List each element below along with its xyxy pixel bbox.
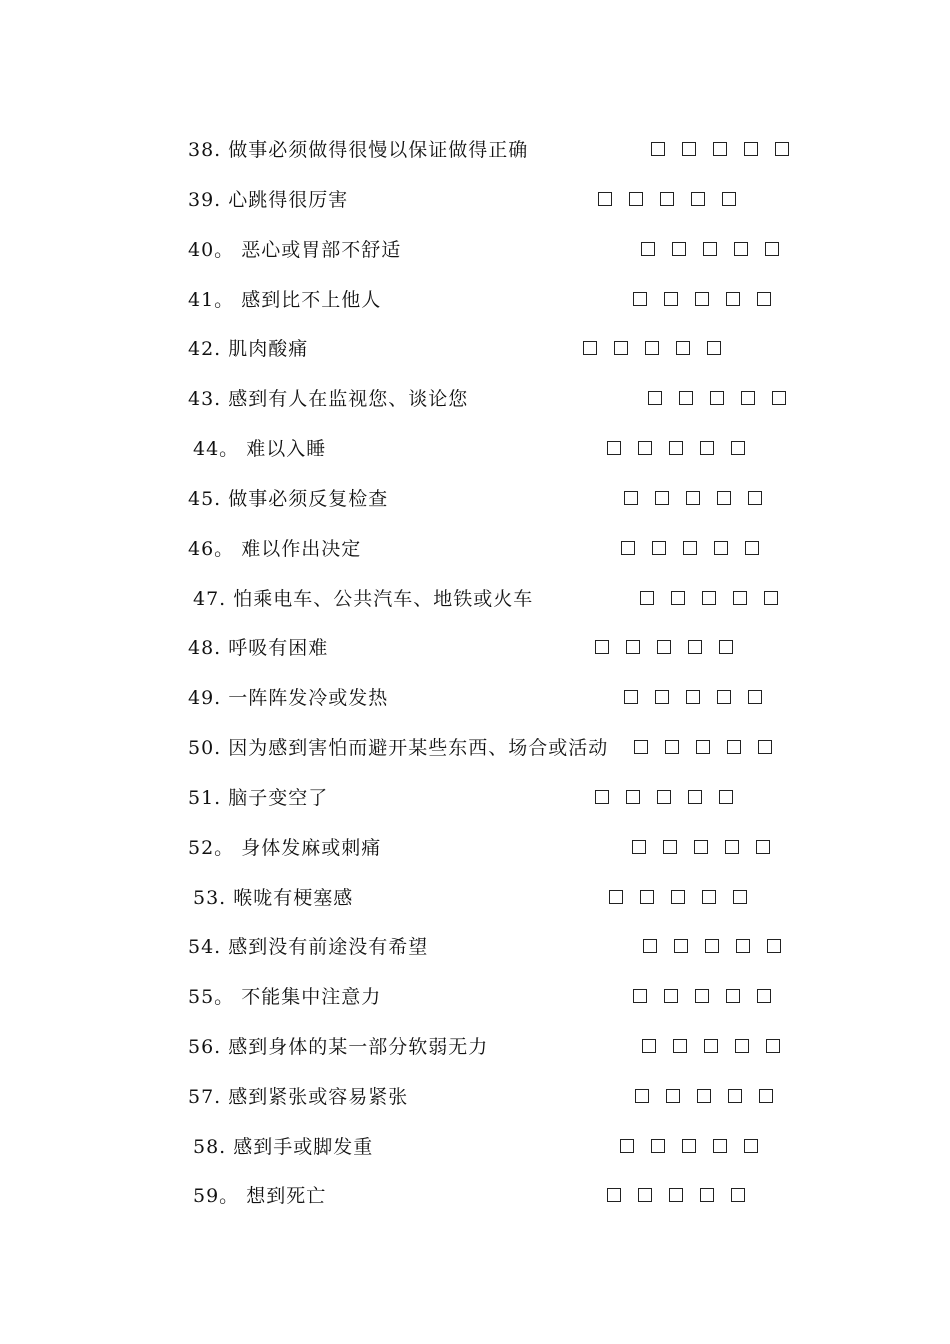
answer-checkbox[interactable] bbox=[652, 541, 666, 555]
answer-checkbox[interactable] bbox=[744, 1139, 758, 1153]
question-row bbox=[0, 1032, 950, 1062]
question-label: 40。 恶心或胃部不舒适 bbox=[188, 239, 402, 261]
question-row bbox=[0, 1132, 950, 1162]
answer-checkbox[interactable] bbox=[632, 840, 646, 854]
answer-checkbox[interactable] bbox=[766, 1039, 780, 1053]
answer-checkbox[interactable] bbox=[672, 242, 686, 256]
answer-options bbox=[624, 690, 762, 704]
question-row bbox=[0, 434, 950, 464]
answer-checkbox[interactable] bbox=[710, 391, 724, 405]
answer-checkbox[interactable] bbox=[660, 192, 674, 206]
question-row bbox=[0, 883, 950, 913]
answer-checkbox[interactable] bbox=[700, 1188, 714, 1202]
answer-checkbox[interactable] bbox=[764, 591, 778, 605]
answer-checkbox[interactable] bbox=[648, 391, 662, 405]
answer-options bbox=[620, 1139, 758, 1153]
answer-checkbox[interactable] bbox=[714, 541, 728, 555]
answer-checkbox[interactable] bbox=[664, 292, 678, 306]
answer-options bbox=[607, 441, 745, 455]
answer-checkbox[interactable] bbox=[695, 989, 709, 1003]
question-label: 53. 喉咙有梗塞感 bbox=[193, 887, 354, 909]
answer-checkbox[interactable] bbox=[688, 640, 702, 654]
question-label: 56. 感到身体的某一部分软弱无力 bbox=[188, 1036, 489, 1058]
question-label: 59。 想到死亡 bbox=[193, 1185, 327, 1207]
question-row bbox=[0, 1181, 950, 1211]
answer-checkbox[interactable] bbox=[633, 989, 647, 1003]
answer-checkbox[interactable] bbox=[607, 1188, 621, 1202]
answer-checkbox[interactable] bbox=[728, 1089, 742, 1103]
answer-options bbox=[634, 740, 772, 754]
question-row bbox=[0, 235, 950, 265]
answer-checkbox[interactable] bbox=[694, 840, 708, 854]
answer-options bbox=[583, 341, 721, 355]
answer-checkbox[interactable] bbox=[757, 989, 771, 1003]
answer-checkbox[interactable] bbox=[673, 1039, 687, 1053]
answer-checkbox[interactable] bbox=[609, 890, 623, 904]
answer-checkbox[interactable] bbox=[607, 441, 621, 455]
answer-checkbox[interactable] bbox=[626, 640, 640, 654]
answer-options bbox=[598, 192, 736, 206]
answer-checkbox[interactable] bbox=[705, 939, 719, 953]
answer-checkbox[interactable] bbox=[758, 740, 772, 754]
question-label: 45. 做事必须反复检查 bbox=[188, 488, 389, 510]
answer-options bbox=[607, 1188, 745, 1202]
answer-checkbox[interactable] bbox=[748, 690, 762, 704]
answer-checkbox[interactable] bbox=[676, 341, 690, 355]
answer-options bbox=[595, 790, 733, 804]
answer-checkbox[interactable] bbox=[634, 740, 648, 754]
answer-checkbox[interactable] bbox=[686, 690, 700, 704]
answer-checkbox[interactable] bbox=[736, 939, 750, 953]
answer-checkbox[interactable] bbox=[688, 790, 702, 804]
answer-checkbox[interactable] bbox=[614, 341, 628, 355]
answer-checkbox[interactable] bbox=[638, 1188, 652, 1202]
answer-checkbox[interactable] bbox=[702, 591, 716, 605]
answer-checkbox[interactable] bbox=[733, 890, 747, 904]
answer-options bbox=[651, 142, 789, 156]
answer-checkbox[interactable] bbox=[719, 790, 733, 804]
answer-checkbox[interactable] bbox=[717, 690, 731, 704]
question-label: 54. 感到没有前途没有希望 bbox=[188, 936, 429, 958]
answer-checkbox[interactable] bbox=[669, 441, 683, 455]
answer-checkbox[interactable] bbox=[756, 840, 770, 854]
answer-checkbox[interactable] bbox=[595, 790, 609, 804]
question-label: 47. 怕乘电车、公共汽车、地铁或火车 bbox=[193, 588, 534, 610]
answer-checkbox[interactable] bbox=[651, 1139, 665, 1153]
answer-checkbox[interactable] bbox=[683, 541, 697, 555]
answer-checkbox[interactable] bbox=[707, 341, 721, 355]
question-row bbox=[0, 285, 950, 315]
answer-checkbox[interactable] bbox=[598, 192, 612, 206]
answer-options bbox=[641, 242, 779, 256]
answer-checkbox[interactable] bbox=[733, 591, 747, 605]
answer-checkbox[interactable] bbox=[651, 142, 665, 156]
answer-checkbox[interactable] bbox=[719, 640, 733, 654]
answer-checkbox[interactable] bbox=[775, 142, 789, 156]
answer-checkbox[interactable] bbox=[765, 242, 779, 256]
question-label: 43. 感到有人在监视您、谈论您 bbox=[188, 388, 469, 410]
answer-checkbox[interactable] bbox=[665, 740, 679, 754]
answer-options bbox=[643, 939, 781, 953]
answer-options bbox=[635, 1089, 773, 1103]
question-label: 42. 肌肉酸痛 bbox=[188, 338, 309, 360]
answer-checkbox[interactable] bbox=[759, 1089, 773, 1103]
answer-checkbox[interactable] bbox=[772, 391, 786, 405]
answer-checkbox[interactable] bbox=[624, 690, 638, 704]
answer-checkbox[interactable] bbox=[691, 192, 705, 206]
answer-checkbox[interactable] bbox=[621, 541, 635, 555]
question-row bbox=[0, 484, 950, 514]
answer-checkbox[interactable] bbox=[713, 142, 727, 156]
question-label: 50. 因为感到害怕而避开某些东西、场合或活动 bbox=[188, 737, 609, 759]
answer-checkbox[interactable] bbox=[657, 640, 671, 654]
answer-checkbox[interactable] bbox=[717, 491, 731, 505]
answer-checkbox[interactable] bbox=[726, 989, 740, 1003]
question-label: 55。 不能集中注意力 bbox=[188, 986, 382, 1008]
answer-checkbox[interactable] bbox=[669, 1188, 683, 1202]
answer-checkbox[interactable] bbox=[671, 591, 685, 605]
answer-options bbox=[648, 391, 786, 405]
question-row bbox=[0, 534, 950, 564]
answer-checkbox[interactable] bbox=[748, 491, 762, 505]
question-row bbox=[0, 135, 950, 165]
answer-checkbox[interactable] bbox=[726, 292, 740, 306]
question-label: 44。 难以入睡 bbox=[193, 438, 327, 460]
answer-options bbox=[642, 1039, 780, 1053]
answer-checkbox[interactable] bbox=[722, 192, 736, 206]
answer-checkbox[interactable] bbox=[731, 1188, 745, 1202]
answer-options bbox=[640, 591, 778, 605]
answer-checkbox[interactable] bbox=[704, 1039, 718, 1053]
answer-checkbox[interactable] bbox=[633, 292, 647, 306]
answer-checkbox[interactable] bbox=[671, 890, 685, 904]
answer-checkbox[interactable] bbox=[682, 142, 696, 156]
answer-checkbox[interactable] bbox=[624, 491, 638, 505]
question-row bbox=[0, 733, 950, 763]
answer-checkbox[interactable] bbox=[735, 1039, 749, 1053]
answer-checkbox[interactable] bbox=[640, 591, 654, 605]
answer-checkbox[interactable] bbox=[645, 341, 659, 355]
question-label: 46。 难以作出决定 bbox=[188, 538, 362, 560]
answer-options bbox=[633, 989, 771, 1003]
answer-checkbox[interactable] bbox=[595, 640, 609, 654]
answer-checkbox[interactable] bbox=[655, 690, 669, 704]
answer-checkbox[interactable] bbox=[767, 939, 781, 953]
question-row bbox=[0, 982, 950, 1012]
answer-checkbox[interactable] bbox=[641, 242, 655, 256]
answer-checkbox[interactable] bbox=[679, 391, 693, 405]
question-row bbox=[0, 1082, 950, 1112]
answer-checkbox[interactable] bbox=[725, 840, 739, 854]
question-label: 48. 呼吸有困难 bbox=[188, 637, 329, 659]
answer-checkbox[interactable] bbox=[696, 740, 710, 754]
answer-options bbox=[633, 292, 771, 306]
question-row bbox=[0, 185, 950, 215]
answer-checkbox[interactable] bbox=[674, 939, 688, 953]
answer-checkbox[interactable] bbox=[682, 1139, 696, 1153]
answer-checkbox[interactable] bbox=[745, 541, 759, 555]
answer-checkbox[interactable] bbox=[620, 1139, 634, 1153]
answer-checkbox[interactable] bbox=[626, 790, 640, 804]
answer-options bbox=[621, 541, 759, 555]
answer-checkbox[interactable] bbox=[643, 939, 657, 953]
answer-options bbox=[632, 840, 770, 854]
answer-checkbox[interactable] bbox=[583, 341, 597, 355]
question-label: 51. 脑子变空了 bbox=[188, 787, 329, 809]
answer-checkbox[interactable] bbox=[703, 242, 717, 256]
answer-checkbox[interactable] bbox=[734, 242, 748, 256]
question-row bbox=[0, 584, 950, 614]
question-label: 58. 感到手或脚发重 bbox=[193, 1136, 374, 1158]
answer-checkbox[interactable] bbox=[695, 292, 709, 306]
answer-checkbox[interactable] bbox=[713, 1139, 727, 1153]
question-label: 41。 感到比不上他人 bbox=[188, 289, 382, 311]
question-label: 49. 一阵阵发冷或发热 bbox=[188, 687, 389, 709]
answer-checkbox[interactable] bbox=[744, 142, 758, 156]
answer-checkbox[interactable] bbox=[629, 192, 643, 206]
question-label: 38. 做事必须做得很慢以保证做得正确 bbox=[188, 139, 529, 161]
question-row bbox=[0, 633, 950, 663]
answer-options bbox=[609, 890, 747, 904]
question-label: 52。 身体发麻或刺痛 bbox=[188, 837, 382, 859]
question-label: 57. 感到紧张或容易紧张 bbox=[188, 1086, 409, 1108]
answer-checkbox[interactable] bbox=[663, 840, 677, 854]
answer-checkbox[interactable] bbox=[664, 989, 678, 1003]
answer-checkbox[interactable] bbox=[686, 491, 700, 505]
answer-checkbox[interactable] bbox=[642, 1039, 656, 1053]
answer-checkbox[interactable] bbox=[757, 292, 771, 306]
answer-checkbox[interactable] bbox=[727, 740, 741, 754]
answer-checkbox[interactable] bbox=[741, 391, 755, 405]
question-label: 39. 心跳得很厉害 bbox=[188, 189, 349, 211]
answer-checkbox[interactable] bbox=[702, 890, 716, 904]
answer-checkbox[interactable] bbox=[700, 441, 714, 455]
question-row bbox=[0, 783, 950, 813]
question-row bbox=[0, 334, 950, 364]
answer-checkbox[interactable] bbox=[640, 890, 654, 904]
answer-checkbox[interactable] bbox=[638, 441, 652, 455]
answer-options bbox=[624, 491, 762, 505]
answer-checkbox[interactable] bbox=[666, 1089, 680, 1103]
question-row bbox=[0, 683, 950, 713]
answer-options bbox=[595, 640, 733, 654]
answer-checkbox[interactable] bbox=[657, 790, 671, 804]
question-row bbox=[0, 384, 950, 414]
answer-checkbox[interactable] bbox=[635, 1089, 649, 1103]
question-row bbox=[0, 833, 950, 863]
answer-checkbox[interactable] bbox=[697, 1089, 711, 1103]
answer-checkbox[interactable] bbox=[731, 441, 745, 455]
question-row bbox=[0, 932, 950, 962]
answer-checkbox[interactable] bbox=[655, 491, 669, 505]
